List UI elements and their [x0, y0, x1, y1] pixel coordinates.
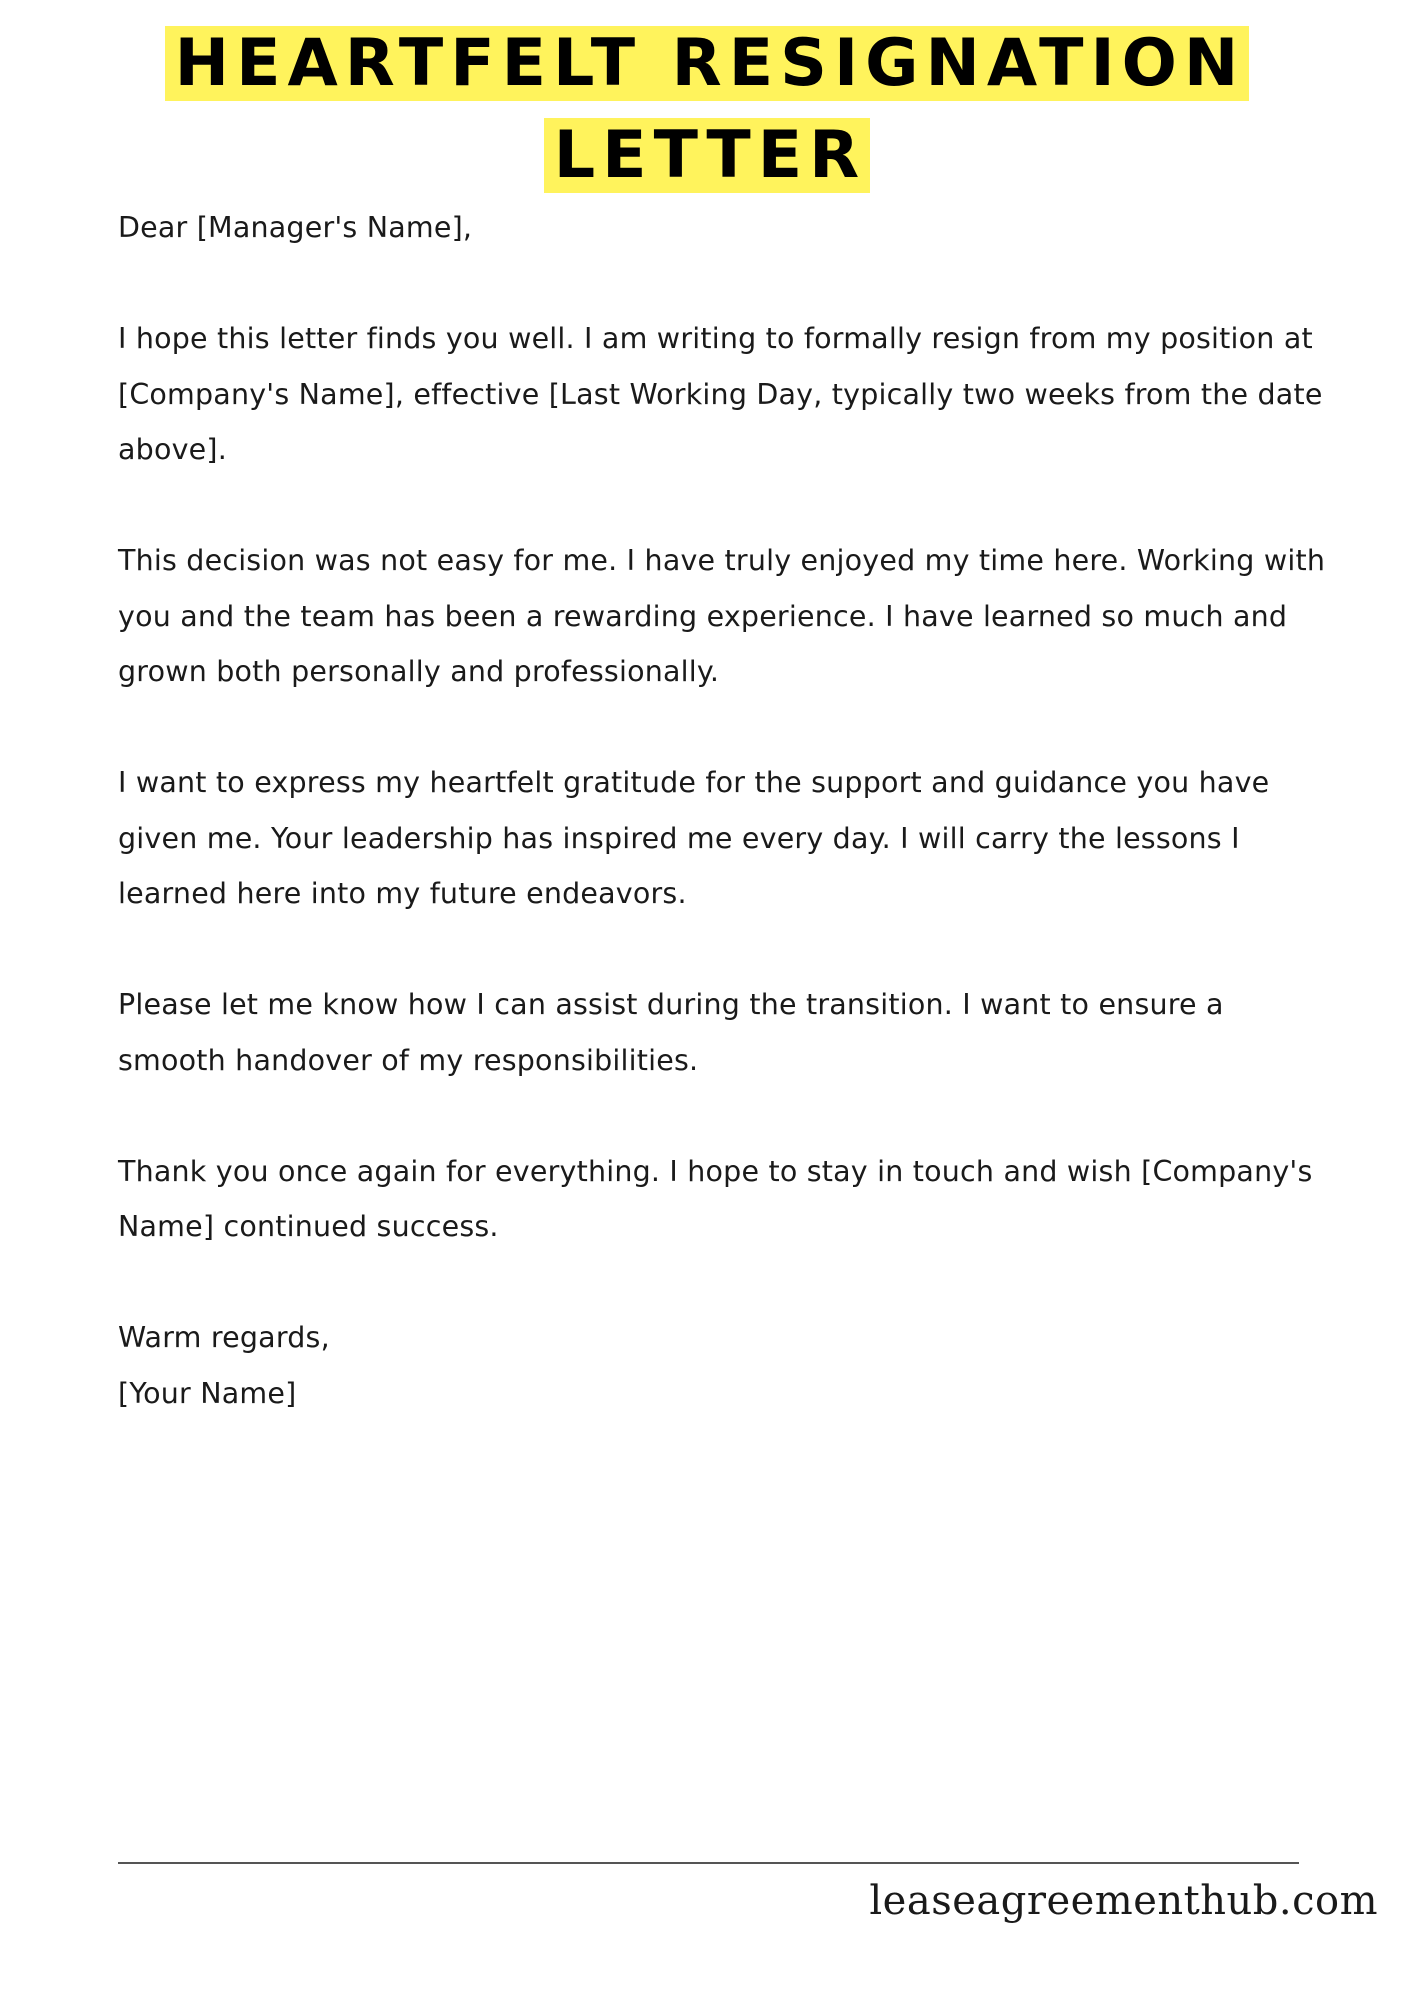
title-line-2: LETTER [544, 118, 870, 193]
footer-divider [118, 1862, 1299, 1864]
paragraph-4: Please let me know how I can assist during the transition. I want to ensure a smooth handover of my responsibilities. [118, 988, 1224, 1077]
letter-body [118, 200, 1328, 1421]
paragraph-3: I want to express my heartfelt gratitude for the support and guidance you have given me. Your leadership has inspired me every day. I will carry the lessons I learned here into my future endeavors. [118, 766, 1270, 910]
paragraph-2: This decision was not easy for me. I have truly enjoyed my time here. Working with you and the team has been a rewarding experience. I have learned so much and grown both personally and professionally. [118, 544, 1326, 688]
salutation: Dear [Manager's Name], [118, 211, 473, 244]
closing: Warm regards, [118, 1321, 330, 1354]
signature: [Your Name] [118, 1376, 297, 1410]
page-title [0, 18, 1414, 202]
footer-website: leaseagreementhub.com [869, 1878, 1378, 1924]
title-line-1: HEARTFELT RESIGNATION [165, 26, 1250, 101]
paragraph-5: Thank you once again for everything. I hope to stay in touch and wish [Company's Name] continued success. [118, 1154, 1313, 1243]
paragraph-1: I hope this letter finds you well. I am writing to formally resign from my position at [Company's Name], effective [Last Working Day, typically two weeks from the date above]. [118, 322, 1323, 466]
